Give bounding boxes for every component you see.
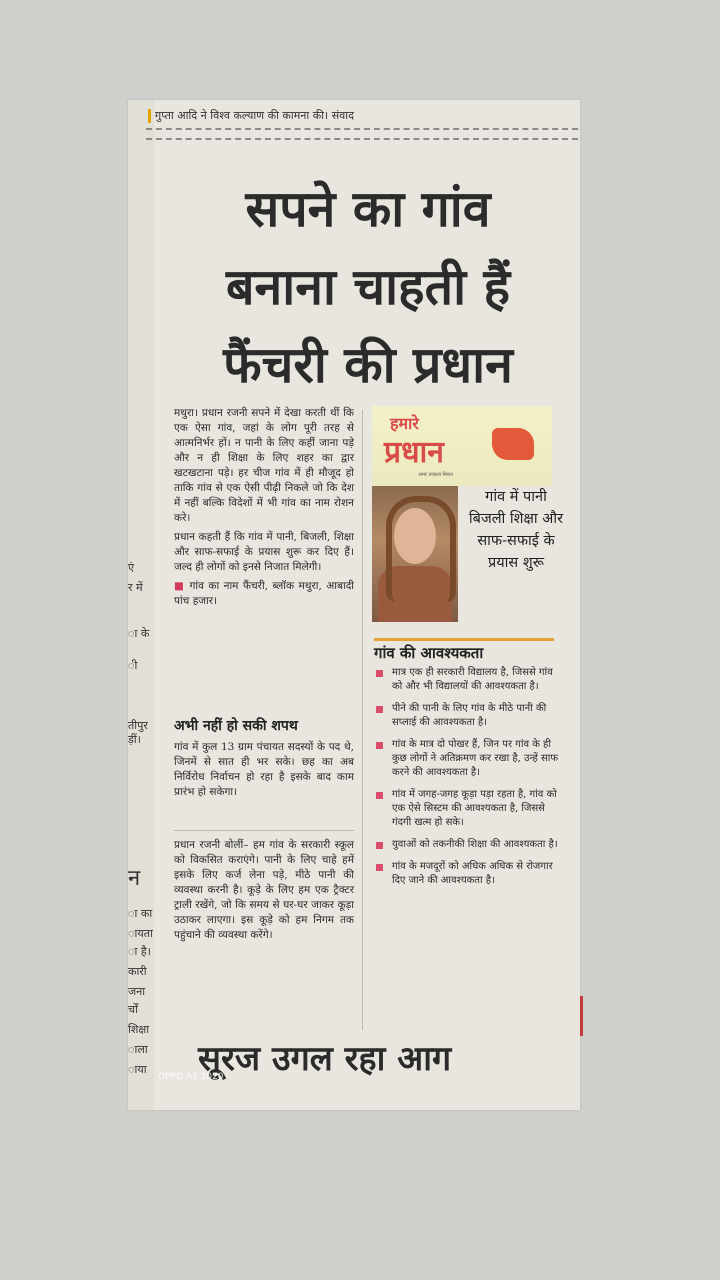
section-divider bbox=[174, 830, 354, 831]
left-fragment: ड़ीं। bbox=[128, 733, 141, 746]
bottom-headline: सूरज उगल रहा आग bbox=[198, 1039, 452, 1079]
pradhan-photo bbox=[372, 486, 458, 622]
needs-list bbox=[374, 666, 564, 896]
caption-marker bbox=[148, 109, 151, 123]
logo-badge-icon bbox=[492, 428, 534, 460]
headline-line-1: सपने का गांव bbox=[245, 179, 491, 238]
oath-body bbox=[174, 740, 354, 804]
logo-line-3: अमर उजाला मिशन bbox=[418, 472, 453, 478]
body-paragraph-2: प्रधान कहती हैं कि गांव में पानी, बिजली, शिक्षा और साफ-सफाई के प्रयास शुरू कर दिए हैं। जल्द ही लोगों को इनसे निजात मिलेगी। bbox=[174, 531, 354, 573]
dashed-divider-1 bbox=[146, 128, 578, 130]
camera-watermark: OPPO A5 2020 bbox=[158, 1072, 224, 1082]
headline-line-2: बनाना चाहती हैं bbox=[225, 257, 510, 316]
left-fragment: एं bbox=[128, 561, 135, 574]
photo-face bbox=[394, 508, 436, 564]
column-divider bbox=[362, 410, 363, 1030]
left-fragment: ाला bbox=[128, 1043, 148, 1056]
hamare-pradhan-logo bbox=[372, 406, 552, 486]
side-headline: गांव में पानी बिजली शिक्षा और साफ-सफाई के प्रयास शुरू bbox=[468, 489, 564, 571]
left-fragment: र्चों bbox=[128, 1003, 138, 1016]
quote-paragraph: प्रधान रजनी बोलीं– हम गांव के सरकारी स्कूल को विकसित कराएंगे। पानी के लिए चाहे हमें इसके लिए कर्ज लेना पड़े, मीठे पानी की व्यवस्था करनी है। कूड़े के लिए हम एक ट्रैक्टर ट्राली रखेंगे, जो कि समय से घर-घर जाकर कूड़ा उठाकर लाएगा। इस कूड़े को हम निगम तक पहुंचाने की व्यवस्था करेंगे। bbox=[174, 839, 354, 941]
village-info-text: गांव का नाम फैंचरी, ब्लॉक मथुरा, आबादी पांच हजार। bbox=[174, 580, 354, 607]
left-fragment: ा का bbox=[128, 907, 153, 920]
need-item: युवाओं को तकनीकी शिक्षा की आवश्यकता है। bbox=[374, 838, 564, 852]
top-caption-text: गुप्ता आदि ने विश्व कल्याण की कामना की। संवाद bbox=[155, 109, 354, 122]
left-fragment: न bbox=[128, 866, 141, 891]
edge-mark bbox=[580, 996, 583, 1036]
pradhan-quote bbox=[174, 838, 354, 947]
left-fragment: तीपुर bbox=[128, 719, 148, 732]
logo-line-2: प्रधान bbox=[384, 435, 444, 470]
needs-title: गांव की आवश्यकता bbox=[374, 638, 554, 663]
left-fragment: ायता bbox=[128, 927, 153, 940]
left-fragment: जना bbox=[128, 985, 146, 998]
headline bbox=[168, 170, 568, 404]
need-item: गांव के मजदूरों को अधिक अधिक से रोजगार दिए जाने की आवश्यकता है। bbox=[374, 860, 564, 888]
left-fragment: ा है। bbox=[128, 945, 151, 958]
left-fragment: ी bbox=[128, 659, 138, 672]
dashed-divider-2 bbox=[146, 138, 578, 140]
body-paragraph-1: मथुरा। प्रधान रजनी सपने में देखा करती थीं कि एक ऐसा गांव, जहां के लोग पूरी तरह से आत्मनिर्भर हों। न पानी के लिए कहीं जाना पड़े और न ही शिक्षा के लिए शहर का द्वार खटखटाना पड़े। हर चीज गांव में ही मौजूद हो ताकि गांव से एक ऐसी पीढ़ी निकले जो कि देश में नहीं बल्कि विदेशों में भी गांव का नाम रोशन करे। bbox=[174, 407, 354, 524]
bullet-icon: ■ bbox=[174, 580, 190, 592]
village-info bbox=[174, 579, 354, 609]
left-fragment: ा के bbox=[128, 627, 150, 640]
need-item: पीने की पानी के लिए गांव के मीठे पानी की सप्लाई की आवश्यकता है। bbox=[374, 702, 564, 730]
newspaper-clipping bbox=[128, 100, 580, 1110]
top-caption bbox=[148, 108, 578, 123]
need-item: मात्र एक ही सरकारी विद्यालय है, जिससे गांव को और भी विद्यालयों की आवश्यकता है। bbox=[374, 666, 564, 694]
left-fragment: कारी bbox=[128, 965, 147, 978]
oath-paragraph: गांव में कुल 13 ग्राम पंचायत सदस्यों के पद थे, जिनमें से सात ही भर सके। छह का अब निर्विरोध निर्वाचन हो रहा है इसके बाद काम प्रारंभ हो सकेगा। bbox=[174, 741, 354, 798]
headline-line-3: फैंचरी की प्रधान bbox=[223, 335, 513, 394]
left-fragment: शिक्षा bbox=[128, 1023, 150, 1036]
logo-line-1: हमारे bbox=[390, 414, 419, 433]
left-fragment: र में bbox=[128, 581, 143, 594]
subhead-oath: अभी नहीं हो सकी शपथ bbox=[174, 718, 298, 734]
article-body bbox=[174, 406, 354, 613]
need-item: गांव में जगह-जगह कूड़ा पड़ा रहता है, गांव को एक ऐसे सिस्टम की आवश्यकता है, जिससे गंदगी खत्म हो सके। bbox=[374, 788, 564, 830]
need-item: गांव के मात्र दो पोखर हैं, जिन पर गांव के ही कुछ लोगों ने अतिक्रमण कर रखा है, उन्हें साफ करने की आवश्यकता है। bbox=[374, 738, 564, 780]
left-fragment: ाया bbox=[128, 1063, 147, 1076]
